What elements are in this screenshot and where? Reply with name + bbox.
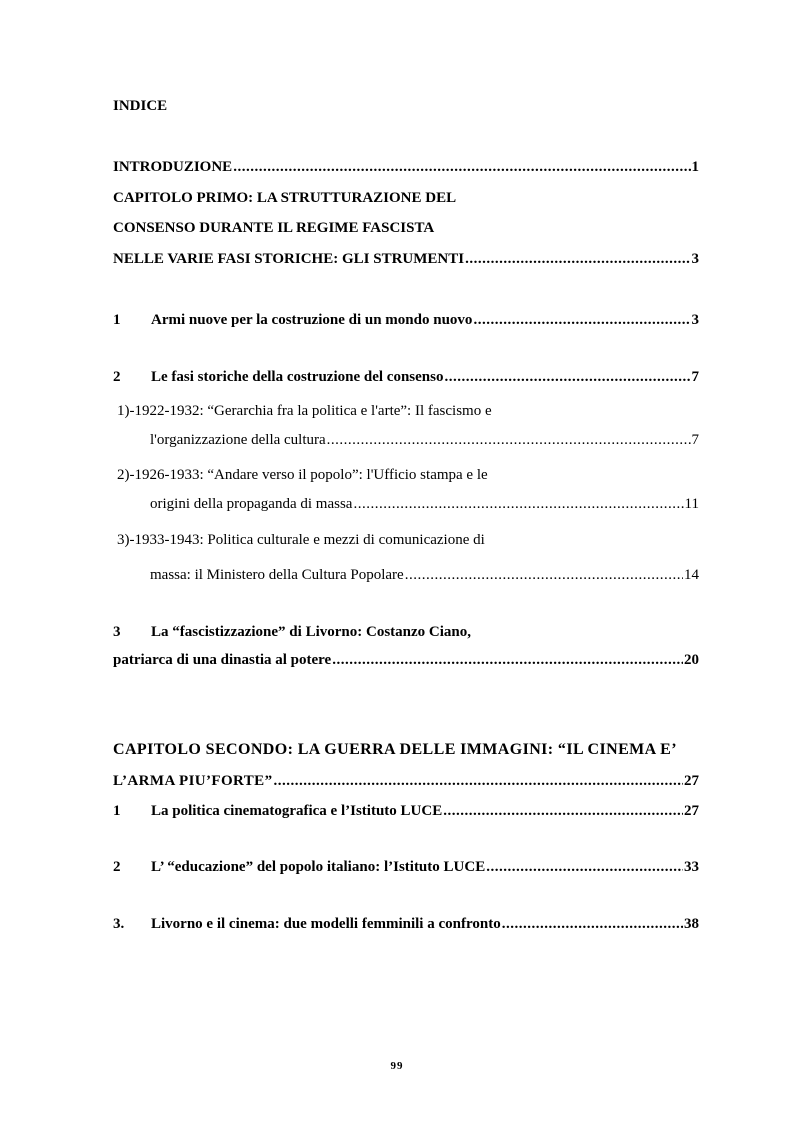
section-number: 1: [113, 803, 121, 819]
chapter-title-text: L’ARMA PIU’FORTE”: [113, 773, 273, 789]
section-title: L’ “educazione” del popolo italiano: l’Istituto LUCE: [151, 859, 486, 875]
toc-page-number: 7: [691, 432, 699, 448]
chapter-title-text: CAPITOLO PRIMO: LA STRUTTURAZIONE DEL: [113, 190, 457, 206]
dot-leader: [444, 367, 690, 387]
toc-page-number: 20: [684, 652, 699, 668]
subsection-title: origini della propaganda di massa: [150, 496, 353, 512]
section-title: La politica cinematografica e l’Istituto LUCE: [151, 803, 443, 819]
toc-entry-capitolo-primo: [113, 249, 699, 269]
toc-page-number: 3: [691, 251, 699, 267]
dot-leader: [233, 157, 690, 177]
toc-entry-section: [113, 310, 699, 330]
dot-leader: [405, 565, 683, 585]
toc-page-number: 33: [684, 859, 699, 875]
section-number: 3.: [113, 916, 125, 932]
dot-leader: [502, 914, 683, 934]
section-title: Armi nuove per la costruzione di un mondo nuovo: [151, 312, 473, 328]
toc-subsection-line: [117, 465, 699, 485]
toc-subsection-line: [117, 530, 699, 550]
subsection-title: l'organizzazione della cultura: [150, 432, 326, 448]
toc-entry-subsection: [150, 430, 699, 450]
dot-leader: [473, 310, 690, 330]
toc-entry-section: [113, 801, 699, 821]
dot-leader: [273, 771, 683, 791]
toc-entry-section: [113, 914, 699, 934]
toc-entry-section: [113, 650, 699, 670]
toc-section-line: [113, 622, 699, 642]
chapter-title-line: [113, 218, 699, 238]
toc-page-number: 7: [691, 369, 699, 385]
chapter-title-line: [113, 740, 719, 760]
dot-leader: [353, 494, 683, 514]
subsection-title: 1)-1922-1932: “Gerarchia fra la politica e l'arte”: Il fascismo e: [117, 403, 492, 419]
toc-page-number: 1: [691, 159, 699, 175]
toc-page-number: 11: [684, 496, 699, 512]
index-heading: INDICE: [113, 98, 168, 114]
dot-leader: [332, 650, 683, 670]
section-title: Livorno e il cinema: due modelli femminili a confronto: [151, 916, 501, 932]
dot-leader: [327, 430, 691, 450]
toc-page-number: 3: [691, 312, 699, 328]
section-number: 2: [113, 859, 121, 875]
dot-leader: [443, 801, 683, 821]
section-title: La “fascistizzazione” di Livorno: Costanzo Ciano,: [151, 624, 471, 640]
section-title: Le fasi storiche della costruzione del consenso: [151, 369, 444, 385]
toc-subsection-line: [117, 401, 699, 421]
toc-page-number: 27: [684, 773, 699, 789]
toc-entry-capitolo-secondo: [113, 771, 699, 791]
section-number: 1: [113, 312, 121, 328]
page-number: 99: [390, 1060, 404, 1072]
chapter-title-text: CAPITOLO SECONDO: [113, 741, 288, 758]
toc-page-number: 38: [684, 916, 699, 932]
toc-entry-subsection: [150, 565, 699, 585]
toc-page-number: 27: [684, 803, 699, 819]
toc-entry-section: [113, 367, 699, 387]
subsection-title: 2)-1926-1933: “Andare verso il popolo”: l'Ufficio stampa e le: [117, 467, 488, 483]
chapter-title-text: : LA GUERRA DELLE IMMAGINI: “IL CINEMA E’: [287, 741, 677, 758]
subsection-title: massa: il Ministero della Cultura Popolare: [150, 567, 404, 583]
toc-entry-subsection: [150, 494, 699, 514]
toc-entry-introduzione: [113, 157, 699, 177]
dot-leader: [465, 249, 690, 269]
chapter-title-text: NELLE VARIE FASI STORICHE: GLI STRUMENTI: [113, 251, 465, 267]
section-number: 3: [113, 624, 121, 640]
toc-entry-label: INTRODUZIONE: [113, 159, 233, 175]
toc-entry-section: [113, 857, 699, 877]
chapter-title-line: [113, 188, 699, 208]
section-title: patriarca di una dinastia al potere: [113, 652, 332, 668]
dot-leader: [486, 857, 683, 877]
chapter-title-text: CONSENSO DURANTE IL REGIME FASCISTA: [113, 220, 435, 236]
toc-page-number: 14: [684, 567, 699, 583]
subsection-title: 3)-1933-1943: Politica culturale e mezzi di comunicazione di: [117, 532, 485, 548]
section-number: 2: [113, 369, 121, 385]
